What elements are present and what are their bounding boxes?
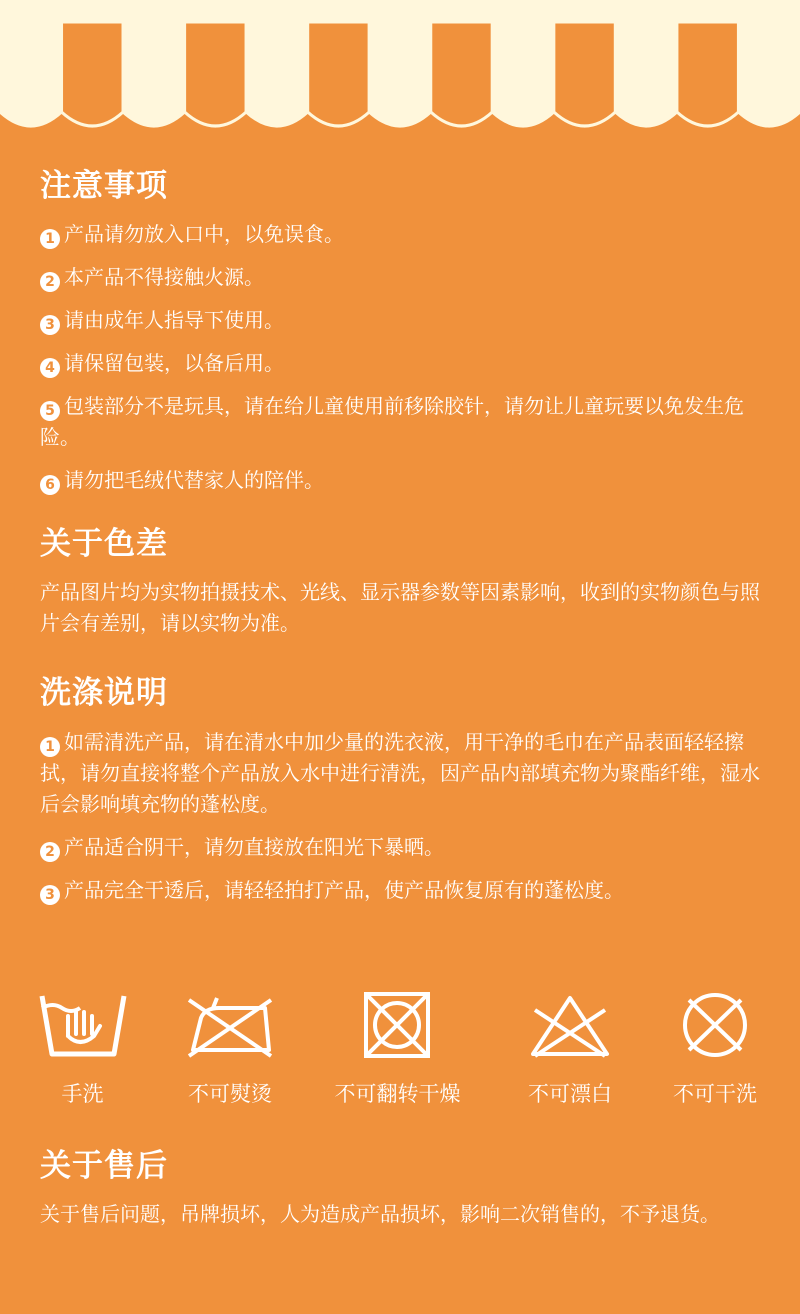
awning-stripe xyxy=(62,22,124,126)
wash-list xyxy=(40,727,765,906)
number-badge: 5 xyxy=(40,401,60,421)
awning-stripe xyxy=(431,22,493,126)
hand-wash-icon xyxy=(38,990,128,1060)
care-item-no-bleach xyxy=(515,990,625,1108)
no-bleach-icon xyxy=(525,990,615,1060)
number-badge: 2 xyxy=(40,272,60,292)
number-badge: 3 xyxy=(40,885,60,905)
care-item-no-tumble-dry xyxy=(325,990,470,1108)
item-text: 如需清洗产品，请在清水中加少量的洗衣液，用干净的毛巾在产品表面轻轻擦拭，请勿直接将整个产品放入水中进行清洗，因产品内部填充物为聚酯纤维，湿水后会影响填充物的蓬松度。 xyxy=(40,729,760,816)
care-icons-row xyxy=(0,990,800,1120)
after-sales-text: 关于售后问题，吊牌损坏，人为造成产品损坏，影响二次销售的，不予退货。 xyxy=(40,1202,720,1227)
notes-list xyxy=(40,219,765,496)
awning-stripe xyxy=(615,22,677,126)
notes-title: 注意事项 xyxy=(40,168,168,204)
list-item xyxy=(40,875,765,906)
number-badge: 3 xyxy=(40,315,60,335)
item-text: 请勿把毛绒代替家人的陪伴。 xyxy=(64,468,324,493)
care-item-no-dry-clean xyxy=(660,990,770,1108)
color-section xyxy=(40,526,765,639)
awning-stripe xyxy=(492,22,554,126)
item-text: 产品适合阴干，请勿直接放在阳光下暴晒。 xyxy=(64,834,444,859)
list-item xyxy=(40,219,765,250)
list-item xyxy=(40,305,765,336)
care-label: 不可干洗 xyxy=(673,1082,757,1106)
list-item xyxy=(40,262,765,293)
item-text: 包装部分不是玩具，请在给儿童使用前移除胶针，请勿让儿童玩要以免发生危险。 xyxy=(40,394,744,450)
awning-stripe xyxy=(677,22,739,126)
awning-banner xyxy=(0,0,800,140)
no-tumble-dry-icon xyxy=(358,990,438,1060)
no-iron-icon xyxy=(185,990,275,1060)
after-sales-section xyxy=(40,1148,765,1230)
awning-stripe xyxy=(369,22,431,126)
care-label: 手洗 xyxy=(61,1082,104,1106)
care-item-hand-wash xyxy=(20,990,145,1108)
list-item xyxy=(40,391,765,453)
number-badge: 6 xyxy=(40,475,60,495)
number-badge: 1 xyxy=(40,737,60,757)
awning-stripe xyxy=(123,22,185,126)
care-item-no-iron xyxy=(165,990,295,1108)
list-item xyxy=(40,465,765,496)
awning-stripe xyxy=(185,22,247,126)
no-dry-clean-icon xyxy=(675,990,755,1060)
care-label: 不可熨烫 xyxy=(188,1082,272,1106)
color-title: 关于色差 xyxy=(40,526,168,563)
care-label: 不可翻转干燥 xyxy=(334,1082,461,1106)
item-text: 请由成年人指导下使用。 xyxy=(64,308,284,333)
item-text: 产品请勿放入口中，以免误食。 xyxy=(64,222,344,247)
wash-title: 洗涤说明 xyxy=(40,675,168,712)
item-text: 请保留包装，以备后用。 xyxy=(64,351,284,376)
number-badge: 4 xyxy=(40,358,60,378)
awning-stripe xyxy=(738,22,800,126)
item-text: 产品完全干透后，请轻轻拍打产品，使产品恢复原有的蓬松度。 xyxy=(64,877,624,902)
awning-stripe xyxy=(246,22,308,126)
awning-stripe xyxy=(554,22,616,126)
list-item xyxy=(40,348,765,379)
awning-stripe xyxy=(0,22,62,126)
after-sales-title: 关于售后 xyxy=(40,1148,168,1184)
awning-stripe xyxy=(308,22,370,126)
list-item xyxy=(40,727,765,820)
list-item xyxy=(40,832,765,863)
item-text: 本产品不得接触火源。 xyxy=(64,265,264,290)
number-badge: 2 xyxy=(40,842,60,862)
notes-section xyxy=(40,168,765,496)
number-badge: 1 xyxy=(40,229,60,249)
color-text: 产品图片均为实物拍摄技术、光线、显示器参数等因素影响，收到的实物颜色与照片会有差别，请以实物为准。 xyxy=(40,580,760,636)
care-label: 不可漂白 xyxy=(528,1082,612,1106)
wash-section xyxy=(40,675,765,905)
